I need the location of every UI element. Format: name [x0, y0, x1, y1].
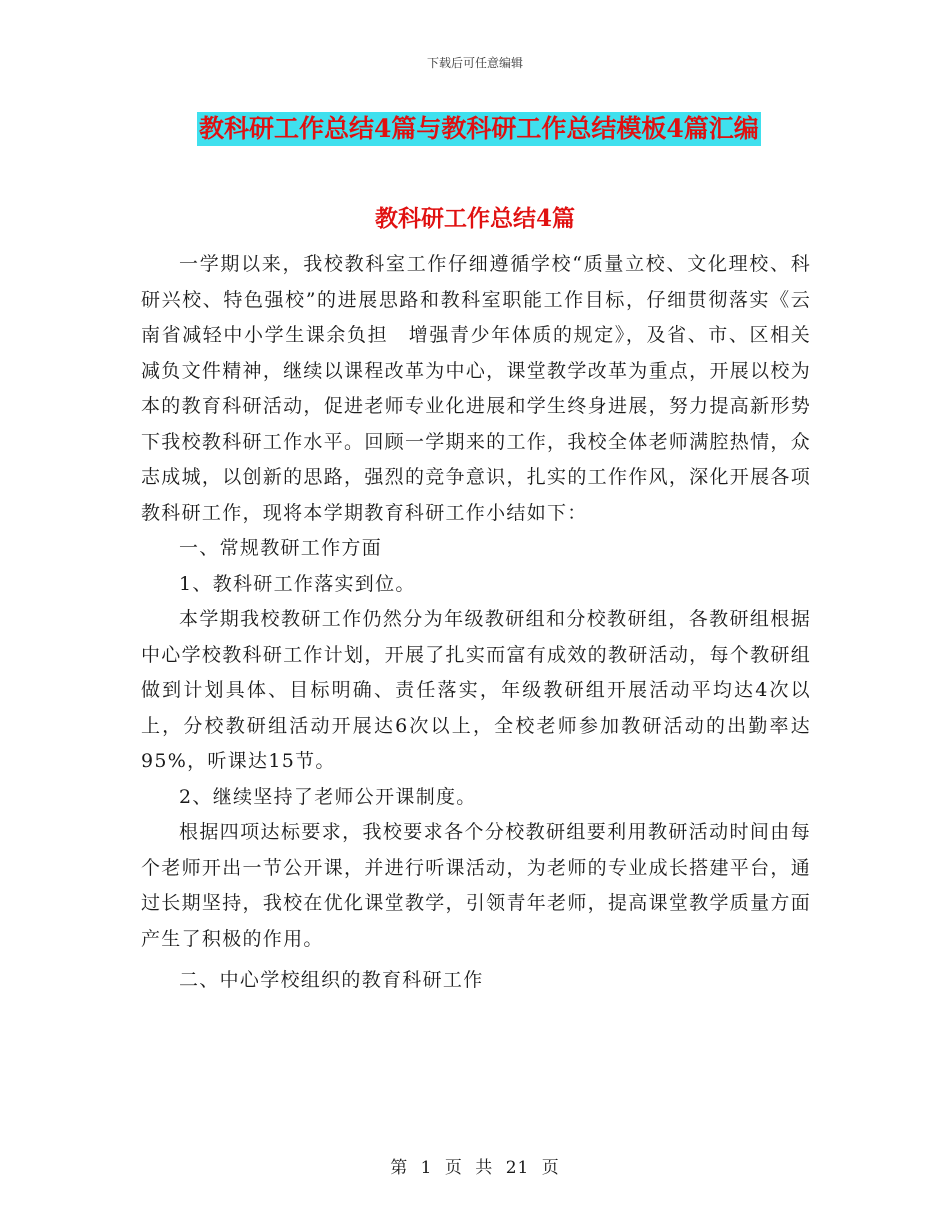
footer-page-word: 页 — [444, 1158, 463, 1178]
footer-current-page: 1 — [420, 1158, 433, 1178]
document-body — [141, 247, 811, 999]
paragraph-open-class: 根据四项达标要求，我校要求各个分校教研组要利用教研活动时间由每个老师开出一节公开课，并进行听课活动，为老师的专业成长搭建平台，通过长期坚持，我校在优化课堂教学，引领青年老师，提高课堂教学质量方面产生了积极的作用。 — [141, 821, 811, 950]
footer-total-word: 共 — [475, 1158, 494, 1178]
footer-suffix: 页 — [541, 1158, 560, 1178]
paragraph-research-groups: 本学期我校教研工作仍然分为年级教研组和分校教研组，各教研组根据中心学校教科研工作计划，开展了扎实而富有成效的教研活动，每个教研组做到计划具体、目标明确、责任落实，年级教研组开展活动平均达4次以上，分校教研组活动开展达6次以上，全校老师参加教研活动的出勤率达95%，听课达15节。 — [141, 608, 811, 772]
section-title: 教科研工作总结4篇 — [374, 205, 575, 232]
subheading-implementation: 1、教科研工作落实到位。 — [179, 572, 416, 595]
heading-central-school: 二、中心学校组织的教育科研工作 — [179, 969, 484, 991]
heading-routine-research: 一、常规教研工作方面 — [179, 537, 383, 559]
page-footer — [0, 1153, 950, 1178]
document-main-title: 教科研工作总结4篇与教科研工作总结模板4篇汇编 — [197, 112, 761, 146]
footer-total-pages: 21 — [505, 1158, 530, 1178]
footer-prefix: 第 — [390, 1158, 409, 1178]
subheading-open-class: 2、继续坚持了老师公开课制度。 — [179, 785, 477, 808]
paragraph-intro: 一学期以来，我校教科室工作仔细遵循学校“质量立校、文化理校、科研兴校、特色强校”的进展思路和教科室职能工作目标，仔细贯彻落实《云南省减轻中小学生课余负担 增强青少年体质的规定》，及省、市、区相关减负文件精神，继续以课程改革为中心，课堂教学改革为重点，开展以校为本的教育科研活动，促进老师专业化进展和学生终身进展，努力提高新形势下我校教科研工作水平。回顾一学期来的工作，我校全体老师满腔热情，众志成城，以创新的思路，强烈的竞争意识，扎实的工作作风，深化开展各项教科研工作，现将本学期教育科研工作小结如下： — [141, 253, 811, 524]
header-note: 下载后可任意编辑 — [426, 56, 523, 70]
